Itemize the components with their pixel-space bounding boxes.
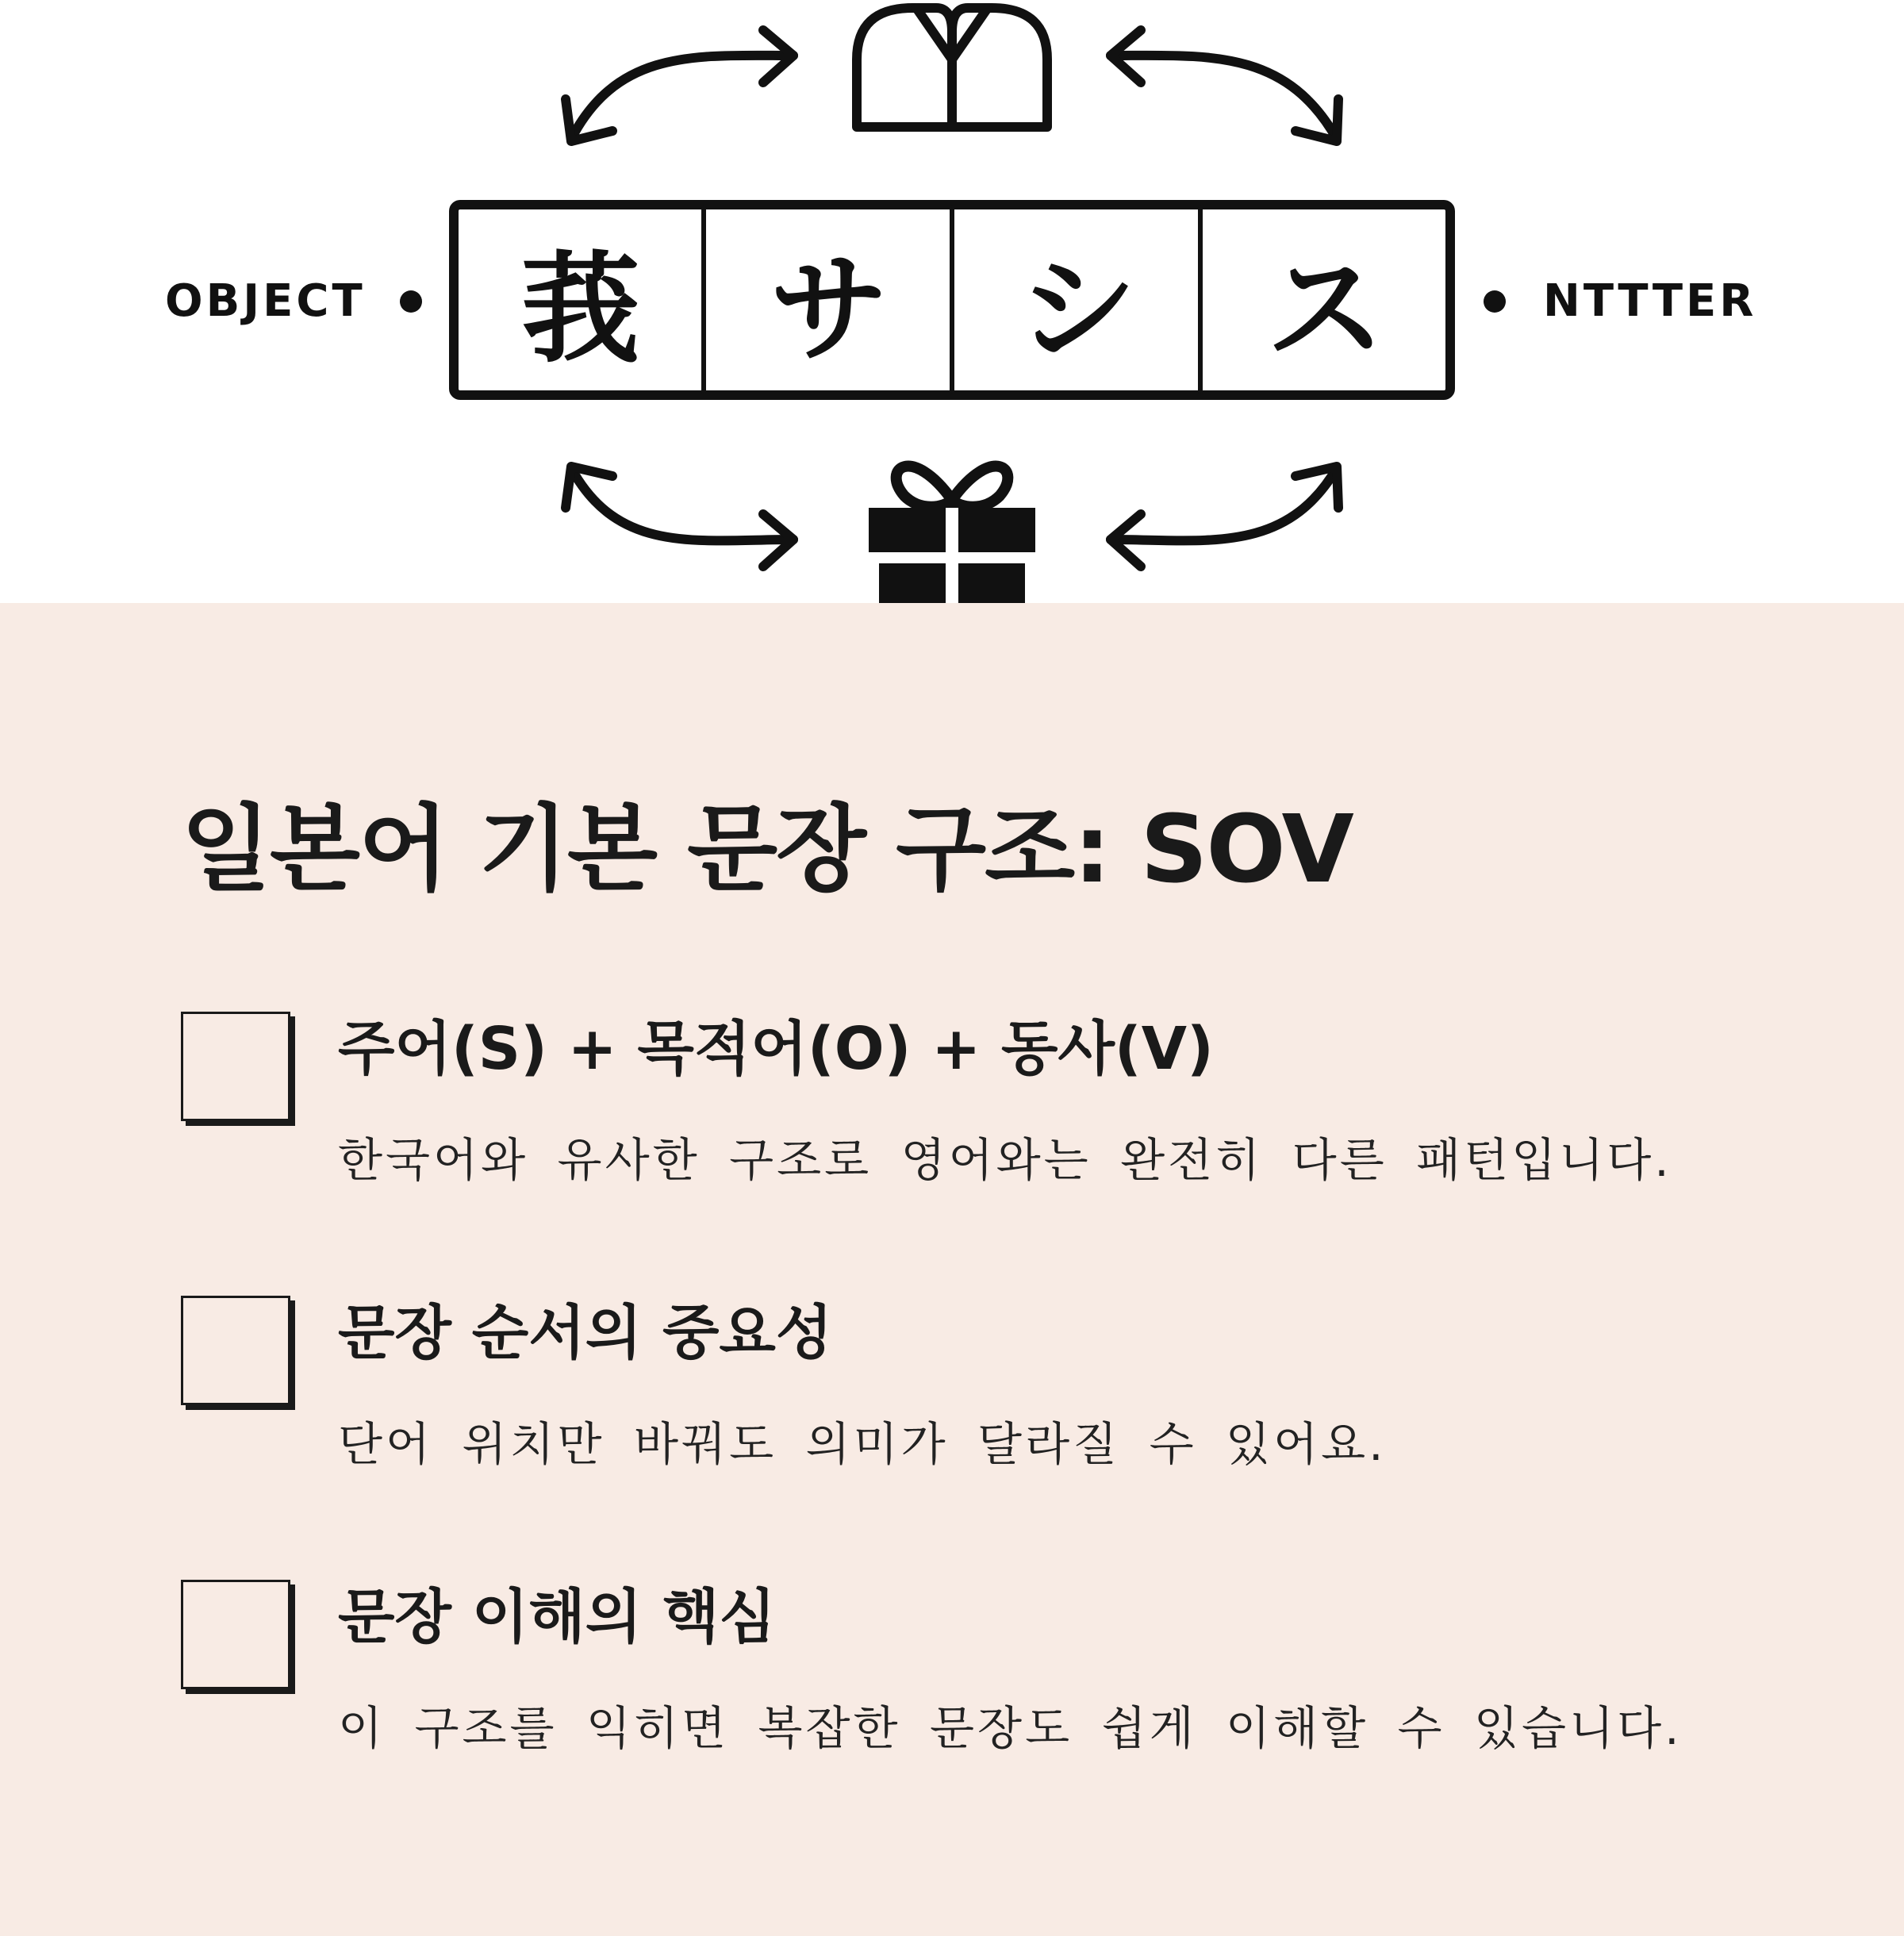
content-section — [0, 603, 1904, 1936]
checkbox[interactable] — [181, 1580, 290, 1689]
checkbox[interactable] — [181, 1012, 290, 1121]
object-label: OBJECT — [165, 275, 366, 327]
item-description: 단어 위치만 바꿔도 의미가 달라질 수 있어요. — [338, 1417, 1387, 1471]
item-heading: 문장 이해의 핵심 — [338, 1583, 776, 1651]
list-item — [181, 1580, 1768, 1770]
page-title: 일본어 기본 문장 구조: SOV — [181, 794, 1353, 904]
arrow-top-right — [1111, 56, 1337, 139]
list-item — [181, 1012, 1768, 1202]
item-heading: 문장 순서의 중요성 — [338, 1299, 833, 1367]
item-description: 이 구조를 익히면 복잡한 문장도 쉽게 이해할 수 있습니다. — [338, 1701, 1683, 1755]
nttter-label: NTTTER — [1543, 275, 1757, 327]
item-heading: 주어(S) + 목적어(O) + 동사(V) — [338, 1015, 1214, 1083]
checkbox[interactable] — [181, 1296, 290, 1405]
hero-illustration — [0, 0, 1904, 603]
kana-cell-1: 莪 — [520, 241, 640, 379]
kana-cell-2: サ — [769, 241, 889, 379]
kana-cell-4: ス — [1265, 241, 1385, 379]
kana-cell-3: シ — [1017, 241, 1137, 379]
gift-icon — [869, 467, 1035, 603]
item-description: 한국어와 유사한 구조로 영어와는 완전히 다른 패턴입니다. — [338, 1133, 1672, 1187]
list-item — [181, 1296, 1768, 1486]
arrow-top-left — [571, 56, 793, 139]
